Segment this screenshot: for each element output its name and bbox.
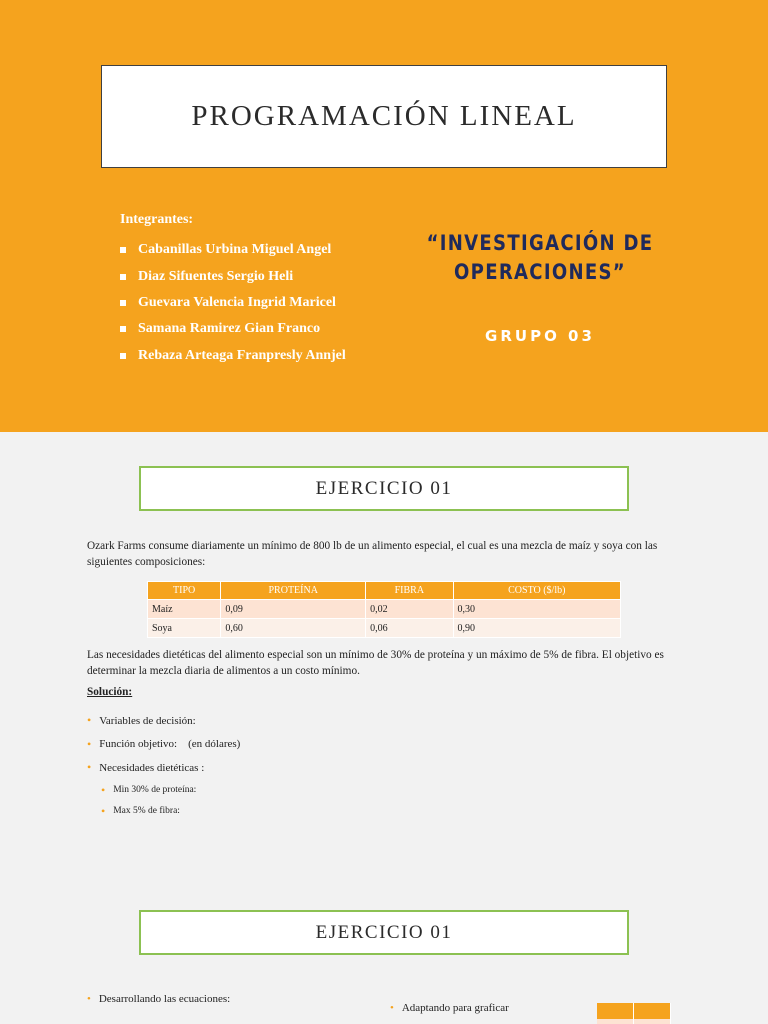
subtitle-line: “INVESTIGACIÓN DE [426,231,654,255]
sub-list-item [87,780,240,801]
member-name: Samana Ramirez Gian Franco [138,321,321,337]
table-cell: 0,30 [453,600,620,619]
list-item-text: Adaptando para graficar [401,1002,509,1014]
title-box [101,65,667,168]
table-cell: Soya [148,619,221,638]
member-item [120,316,346,342]
members-label: Integrantes: [120,212,194,227]
exercise-heading: EJERCICIO 01 [139,466,629,511]
members-list [120,237,346,369]
table-cell [634,1003,671,1019]
partial-table-row [597,1019,671,1024]
members-block [120,212,346,369]
subtitle-line: OPERACIONES” [454,260,626,284]
table-cell [597,1019,634,1024]
solution-label: Solución: [87,686,133,698]
solution-list [87,709,240,822]
column-header: FIBRA [366,582,453,600]
needs-text: Las necesidades dietéticas del alimento especial son un mínimo de 30% de proteína y un máximo de 5% de fibra. El objetivo es determinar la mezcla diaria de alimentos a un costo mínimo. [87,649,664,677]
exercise-heading: EJERCICIO 01 [139,910,629,955]
exercise-slide-2 [0,864,768,1024]
list-item-text: Variables de decisión: [99,714,196,727]
exercise-slide [0,432,768,864]
table-row [148,600,621,619]
list-item [87,993,230,1005]
bullet-icon: • [390,1002,394,1014]
list-item-text: Min 30% de proteína: [113,785,197,795]
list-item [87,709,240,733]
table-cell: Maíz [148,600,221,619]
table-cell: 0,60 [221,619,366,638]
table-cell: 0,90 [453,619,620,638]
bullet-icon: • [87,760,92,775]
square-bullet-icon [120,353,126,359]
column-header: TIPO [148,582,221,600]
table-header-row [148,582,621,600]
list-item [87,756,240,780]
list-item-text: Función objetivo: (en dólares) [99,738,241,751]
square-bullet-icon [120,247,126,253]
member-name: Guevara Valencia Ingrid Maricel [138,294,336,310]
sub-list-item [87,801,240,822]
member-item [120,343,346,369]
bullet-icon: • [87,713,92,728]
title-slide [0,0,768,432]
list-item [87,733,240,757]
list-item-text: Necesidades dietéticas : [99,761,205,774]
subtitle [420,229,661,287]
member-item [120,263,346,289]
member-item [120,290,346,316]
partial-table-header [597,1003,671,1019]
column-header: PROTEÍNA [221,582,366,600]
table-cell [634,1019,671,1024]
table-cell: 0,06 [366,619,453,638]
square-bullet-icon [120,274,126,280]
page-title: PROGRAMACIÓN LINEAL [191,100,577,132]
bullet-icon: • [101,803,106,818]
column-header: COSTO ($/lb) [453,582,620,600]
bullet-icon: • [101,782,106,797]
bullet-icon: • [87,993,91,1005]
bullet-icon: • [87,736,92,751]
member-item [120,237,346,263]
list-item-text: Desarrollando las ecuaciones: [98,993,231,1005]
table-cell: 0,09 [221,600,366,619]
member-name: Rebaza Arteaga Franpresly Annjel [138,347,346,363]
table-cell: 0,02 [366,600,453,619]
intro-text: Ozark Farms consume diariamente un mínimo de 800 lb de un alimento especial, el cual es una mezcla de maíz y soya con las siguientes composiciones: [87,540,658,568]
square-bullet-icon [120,300,126,306]
list-item-text: Max 5% de fibra: [113,806,180,816]
table-cell [597,1003,634,1019]
table-row [148,619,621,638]
member-name: Cabanillas Urbina Miguel Angel [138,242,332,258]
list-item [390,1002,509,1014]
group-label: GRUPO 03 [485,327,595,345]
composition-table [147,581,621,638]
square-bullet-icon [120,326,126,332]
member-name: Diaz Sifuentes Sergio Heli [138,268,294,284]
